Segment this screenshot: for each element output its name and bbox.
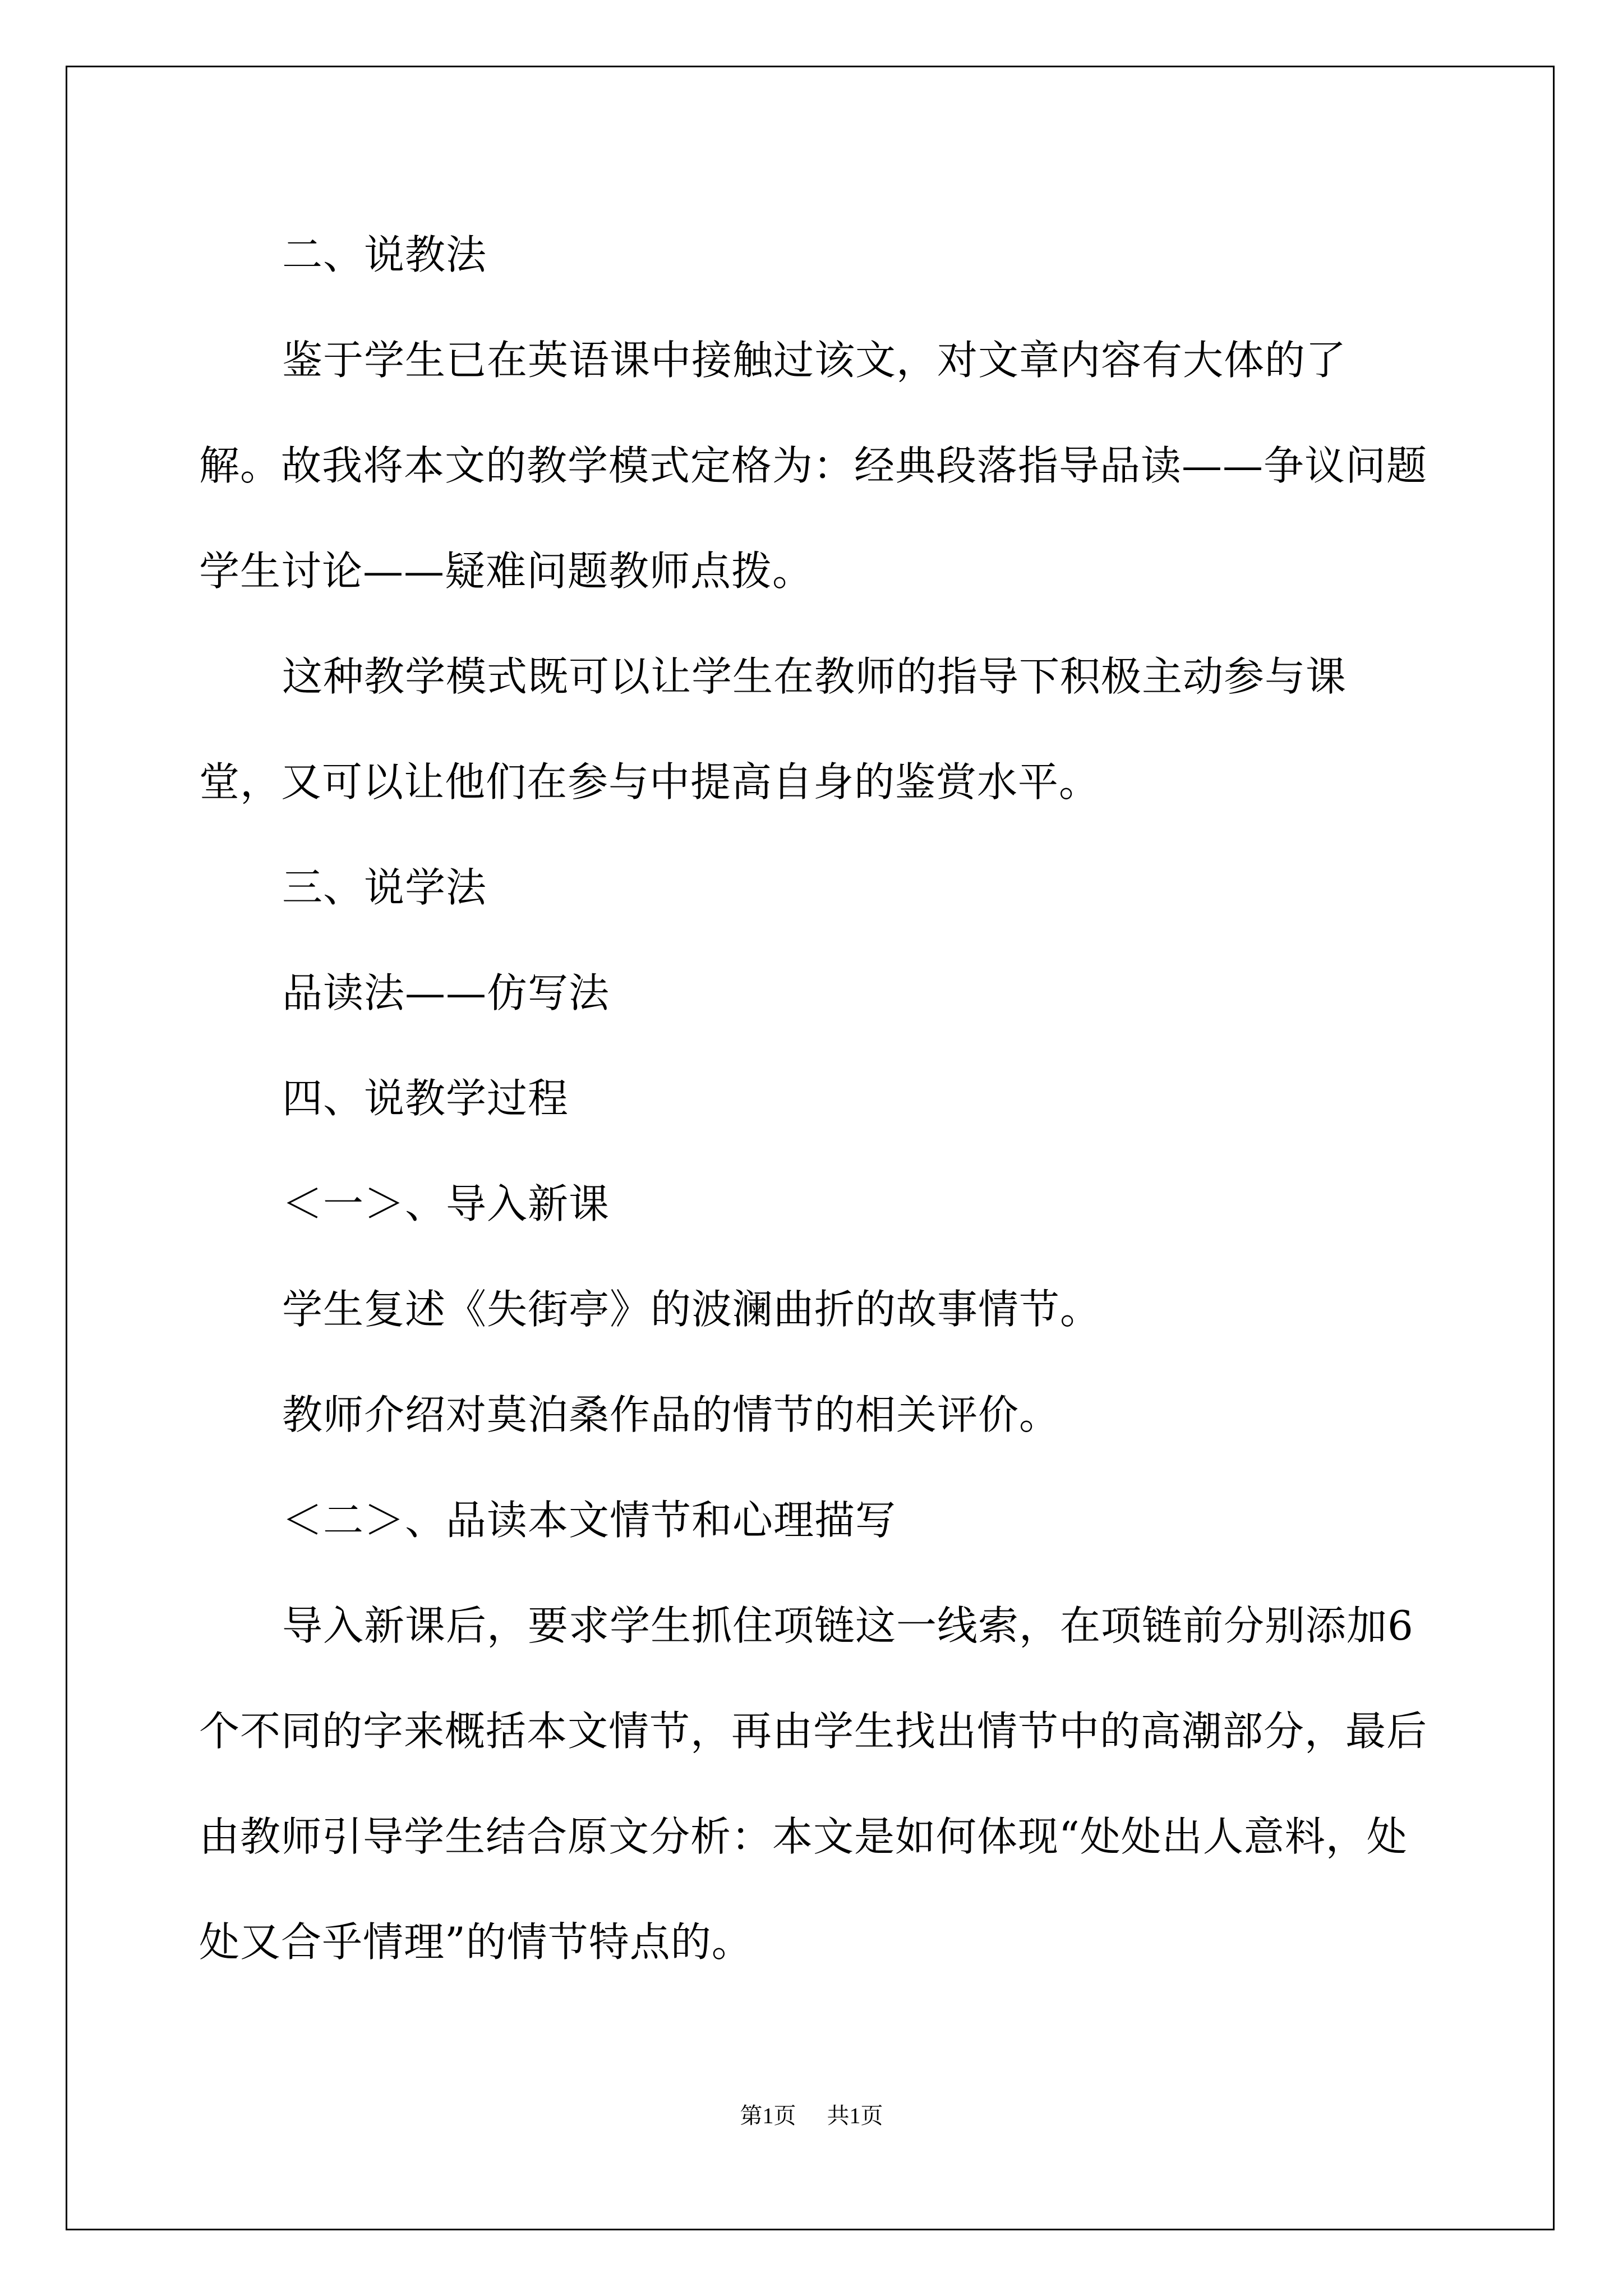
page-number: 第1页: [740, 2103, 796, 2128]
paragraph-teaching-mode: 鉴于学生已在英语课中接触过该文，对文章内容有大体的了解。故我将本文的教学模式定格为：经典段落指导品读——争议问题学生讨论——疑难问题教师点拨。: [199, 337, 1428, 595]
paragraph-mode-benefit: 这种教学模式既可以让学生在教师的指导下积极主动参与课堂，又可以让他们在参与中提高自身的鉴赏水平。: [199, 653, 1347, 806]
page-total: 共1页: [827, 2103, 883, 2128]
paragraph-plot-analysis: 导入新课后，要求学生抓住项链这一线索，在项链前分别添加6个不同的字来概括本文情节，再由学生找出情节中的高潮部分，最后由教师引导学生结合原文分析：本文是如何体现“处处出人意料，处处又合乎情理”的情节特点的。: [199, 1602, 1428, 1966]
subheading-plot-reading: ＜二＞、品读本文情节和心理描写: [282, 1497, 897, 1544]
page-footer: [0, 2099, 1623, 2133]
heading-learning-method: 三、说学法: [282, 864, 487, 911]
paragraph-student-retell: 学生复述《失街亭》的波澜曲折的故事情节。: [282, 1286, 1101, 1333]
heading-teaching-process: 四、说教学过程: [282, 1075, 569, 1122]
subheading-introduction: ＜一＞、导入新课: [282, 1180, 610, 1227]
document-body: [199, 202, 1427, 1995]
paragraph-teacher-intro: 教师介绍对莫泊桑作品的情节的相关评价。: [282, 1391, 1061, 1438]
heading-teaching-method: 二、说教法: [282, 231, 487, 278]
paragraph-learning-method: 品读法——仿写法: [282, 969, 610, 1016]
